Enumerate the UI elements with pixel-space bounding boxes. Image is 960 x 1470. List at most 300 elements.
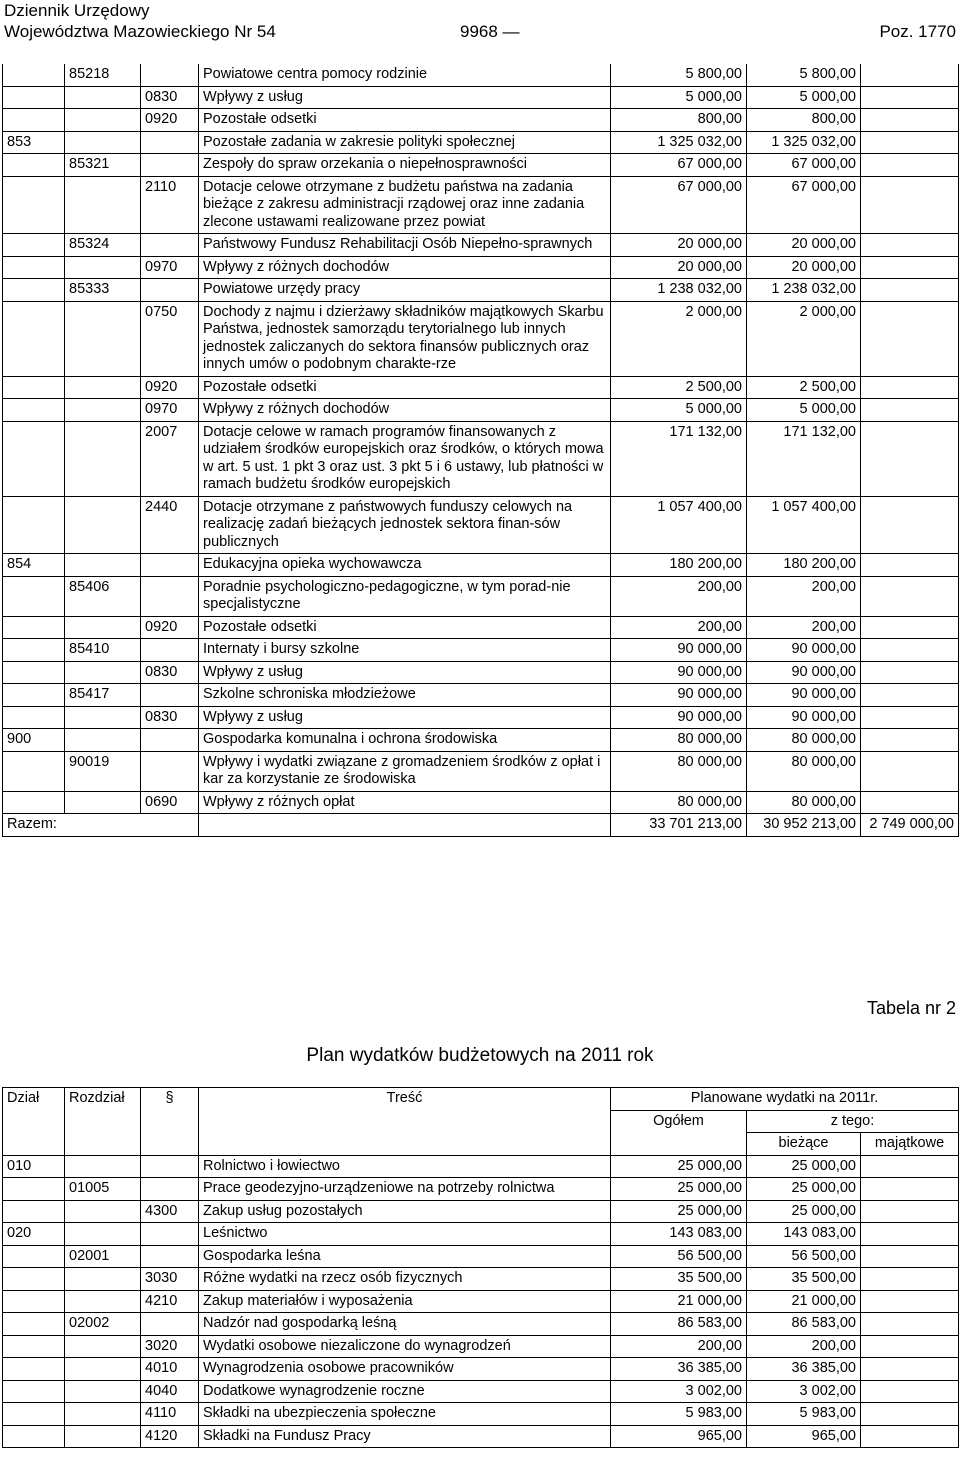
cell-biezace: 200,00 [747,576,861,616]
cell-majatkowe [861,1425,959,1448]
cell-dzial: 900 [3,729,65,752]
table-row [3,1313,959,1336]
cell-tresc: Edukacyjna opieka wychowawcza [199,554,611,577]
table-row [3,791,959,814]
cell-dzial [3,1200,65,1223]
cell-tresc: Internaty i bursy szkolne [199,639,611,662]
cell-ogolem: 86 583,00 [611,1313,747,1336]
table-row [3,1290,959,1313]
cell-rozdzial: 01005 [65,1178,141,1201]
cell-ogolem: 20 000,00 [611,256,747,279]
cell-paragraf: 2110 [141,176,199,234]
cell-dzial [3,616,65,639]
table-row [3,729,959,752]
cell-ogolem: 80 000,00 [611,791,747,814]
header-majatkowe: majątkowe [861,1133,959,1156]
cell-tresc: Składki na ubezpieczenia społeczne [199,1403,611,1426]
cell-majatkowe [861,1223,959,1246]
cell-rozdzial [65,1425,141,1448]
cell-ogolem: 180 200,00 [611,554,747,577]
table-row [3,154,959,177]
cell-biezace: 5 800,00 [747,64,861,86]
cell-majatkowe [861,1200,959,1223]
cell-dzial [3,1403,65,1426]
cell-majatkowe [861,301,959,376]
cell-biezace: 80 000,00 [747,729,861,752]
cell-ogolem: 5 800,00 [611,64,747,86]
header-planowane: Planowane wydatki na 2011r. [611,1088,959,1111]
cell-rozdzial [65,616,141,639]
cell-rozdzial [65,706,141,729]
cell-rozdzial [65,131,141,154]
cell-rozdzial: 02002 [65,1313,141,1336]
cell-dzial [3,1290,65,1313]
table-row [3,1403,959,1426]
cell-dzial [3,301,65,376]
cell-ogolem: 80 000,00 [611,729,747,752]
table-row [3,576,959,616]
table-row [3,279,959,302]
cell-tresc: Szkolne schroniska młodzieżowe [199,684,611,707]
cell-ogolem: 80 000,00 [611,751,747,791]
cell-rozdzial [65,729,141,752]
cell-tresc: Wpływy z różnych dochodów [199,256,611,279]
cell-paragraf [141,684,199,707]
cell-tresc: Leśnictwo [199,1223,611,1246]
cell-tresc: Dotacje celowe w ramach programów finansowanych z udziałem środków europejskich oraz środków, o których mowa w art. 5 ust. 1 pkt 3 oraz ust. 3 pkt 5 i 6 ustawy, lub płatności w ramach budżetu środków europejskich [199,421,611,496]
cell-ogolem: 800,00 [611,109,747,132]
cell-majatkowe [861,554,959,577]
page-header [4,0,956,44]
table-row [3,496,959,554]
total-label: Razem: [3,814,199,837]
expenditure-table [2,1087,959,1448]
cell-dzial [3,1313,65,1336]
cell-ogolem: 25 000,00 [611,1200,747,1223]
cell-paragraf: 4010 [141,1358,199,1381]
cell-rozdzial [65,1200,141,1223]
table-row [3,751,959,791]
cell-biezace: 20 000,00 [747,256,861,279]
table-row [3,421,959,496]
cell-majatkowe [861,1313,959,1336]
cell-dzial [3,176,65,234]
cell-biezace: 800,00 [747,109,861,132]
cell-tresc: Zakup usług pozostałych [199,1200,611,1223]
cell-majatkowe [861,376,959,399]
cell-rozdzial [65,1223,141,1246]
position-number: Poz. 1770 [879,22,956,41]
cell-rozdzial: 02001 [65,1245,141,1268]
cell-dzial: 020 [3,1223,65,1246]
cell-paragraf: 2007 [141,421,199,496]
cell-rozdzial [65,301,141,376]
cell-ogolem: 25 000,00 [611,1178,747,1201]
cell-paragraf: 0690 [141,791,199,814]
cell-biezace: 3 002,00 [747,1380,861,1403]
cell-paragraf [141,234,199,257]
table-row [3,684,959,707]
table-row [3,661,959,684]
cell-tresc: Pozostałe zadania w zakresie polityki społecznej [199,131,611,154]
cell-rozdzial [65,176,141,234]
total-tresc [199,814,611,837]
cell-ogolem: 1 057 400,00 [611,496,747,554]
cell-biezace: 67 000,00 [747,154,861,177]
cell-biezace: 1 057 400,00 [747,496,861,554]
cell-biezace: 2 500,00 [747,376,861,399]
cell-majatkowe [861,154,959,177]
cell-dzial [3,1380,65,1403]
cell-tresc: Gospodarka komunalna i ochrona środowiska [199,729,611,752]
cell-rozdzial [65,661,141,684]
cell-majatkowe [861,706,959,729]
cell-ogolem: 5 983,00 [611,1403,747,1426]
cell-rozdzial: 85324 [65,234,141,257]
cell-majatkowe [861,576,959,616]
table-row [3,256,959,279]
table-row [3,616,959,639]
cell-paragraf [141,751,199,791]
cell-dzial [3,1268,65,1291]
cell-rozdzial [65,496,141,554]
table-row [3,554,959,577]
header-ogolem: Ogółem [611,1110,747,1155]
cell-tresc: Wpływy z różnych opłat [199,791,611,814]
cell-majatkowe [861,399,959,422]
cell-rozdzial [65,421,141,496]
cell-majatkowe [861,616,959,639]
cell-tresc: Powiatowe urzędy pracy [199,279,611,302]
cell-paragraf [141,64,199,86]
cell-tresc: Dotacje otrzymane z państwowych funduszy celowych na realizację zadań bieżących jednostek sektora finan-sów publicznych [199,496,611,554]
cell-biezace: 965,00 [747,1425,861,1448]
cell-ogolem: 143 083,00 [611,1223,747,1246]
cell-biezace: 90 000,00 [747,684,861,707]
cell-ogolem: 3 002,00 [611,1380,747,1403]
cell-tresc: Wpływy z usług [199,706,611,729]
cell-rozdzial [65,1155,141,1178]
cell-rozdzial: 90019 [65,751,141,791]
cell-paragraf: 4300 [141,1200,199,1223]
cell-paragraf [141,1223,199,1246]
cell-biezace: 5 000,00 [747,399,861,422]
cell-majatkowe [861,86,959,109]
header-paragraf: § [141,1088,199,1156]
cell-majatkowe [861,661,959,684]
cell-biezace: 56 500,00 [747,1245,861,1268]
cell-majatkowe [861,684,959,707]
cell-paragraf: 0920 [141,616,199,639]
cell-majatkowe [861,791,959,814]
header-rozdzial: Rozdział [65,1088,141,1156]
cell-majatkowe [861,109,959,132]
total-biezace: 30 952 213,00 [747,814,861,837]
cell-dzial [3,751,65,791]
journal-subtitle: Województwa Mazowieckiego Nr 54 [4,22,276,41]
cell-biezace: 143 083,00 [747,1223,861,1246]
cell-ogolem: 5 000,00 [611,399,747,422]
cell-majatkowe [861,131,959,154]
cell-dzial [3,1358,65,1381]
cell-ogolem: 965,00 [611,1425,747,1448]
header-z-tego: z tego: [747,1110,959,1133]
table-number-label: Tabela nr 2 [866,998,956,1018]
cell-biezace: 5 983,00 [747,1403,861,1426]
cell-biezace: 67 000,00 [747,176,861,234]
cell-majatkowe [861,234,959,257]
cell-ogolem: 200,00 [611,576,747,616]
cell-rozdzial [65,109,141,132]
cell-tresc: Wpływy z usług [199,661,611,684]
cell-biezace: 5 000,00 [747,86,861,109]
cell-tresc: Składki na Fundusz Pracy [199,1425,611,1448]
cell-rozdzial [65,1358,141,1381]
cell-ogolem: 1 325 032,00 [611,131,747,154]
cell-tresc: Pozostałe odsetki [199,109,611,132]
cell-tresc: Dotacje celowe otrzymane z budżetu państwa na zadania bieżące z zakresu administracji rządowej oraz inne zadania zlecone ustawami realizowane przez powiat [199,176,611,234]
cell-paragraf [141,729,199,752]
cell-biezace: 21 000,00 [747,1290,861,1313]
cell-dzial [3,576,65,616]
cell-tresc: Wpływy z różnych dochodów [199,399,611,422]
table-row [3,376,959,399]
cell-paragraf [141,576,199,616]
cell-dzial: 010 [3,1155,65,1178]
cell-majatkowe [861,639,959,662]
cell-rozdzial [65,1380,141,1403]
table-row [3,1245,959,1268]
cell-ogolem: 200,00 [611,1335,747,1358]
cell-tresc: Dochody z najmu i dzierżawy składników majątkowych Skarbu Państwa, jednostek samorządu terytorialnego lub innych jednostek zaliczanych do sektora finansów publicznych oraz innych umów o podobnym charakte-rze [199,301,611,376]
cell-dzial [3,496,65,554]
cell-paragraf [141,1313,199,1336]
cell-majatkowe [861,496,959,554]
cell-majatkowe [861,176,959,234]
cell-tresc: Wpływy i wydatki związane z gromadzeniem środków z opłat i kar za korzystanie ze środowiska [199,751,611,791]
table-row [3,131,959,154]
cell-majatkowe [861,1178,959,1201]
table-row [3,1155,959,1178]
cell-dzial [3,706,65,729]
cell-biezace: 171 132,00 [747,421,861,496]
cell-dzial [3,684,65,707]
cell-paragraf [141,279,199,302]
cell-paragraf [141,554,199,577]
cell-tresc: Poradnie psychologiczno-pedagogiczne, w tym porad-nie specjalistyczne [199,576,611,616]
document-title: Plan wydatków budżetowych na 2011 rok [306,1045,654,1066]
cell-ogolem: 171 132,00 [611,421,747,496]
table-row [3,1178,959,1201]
cell-tresc: Rolnictwo i łowiectwo [199,1155,611,1178]
cell-majatkowe [861,1268,959,1291]
cell-ogolem: 21 000,00 [611,1290,747,1313]
cell-dzial [3,1335,65,1358]
total-row [3,814,959,837]
cell-rozdzial [65,554,141,577]
cell-ogolem: 2 000,00 [611,301,747,376]
cell-paragraf: 0920 [141,376,199,399]
cell-biezace: 35 500,00 [747,1268,861,1291]
cell-tresc: Państwowy Fundusz Rehabilitacji Osób Niepełno-sprawnych [199,234,611,257]
cell-rozdzial [65,256,141,279]
cell-rozdzial: 85406 [65,576,141,616]
cell-rozdzial [65,399,141,422]
cell-ogolem: 1 238 032,00 [611,279,747,302]
cell-biezace: 86 583,00 [747,1313,861,1336]
cell-ogolem: 67 000,00 [611,176,747,234]
cell-paragraf: 0750 [141,301,199,376]
header-tresc: Treść [199,1088,611,1156]
cell-dzial [3,279,65,302]
cell-majatkowe [861,64,959,86]
cell-biezace: 200,00 [747,616,861,639]
total-ogolem: 33 701 213,00 [611,814,747,837]
income-table [2,64,959,837]
cell-biezace: 90 000,00 [747,661,861,684]
cell-ogolem: 90 000,00 [611,684,747,707]
cell-rozdzial: 85333 [65,279,141,302]
cell-tresc: Nadzór nad gospodarką leśną [199,1313,611,1336]
cell-paragraf [141,1155,199,1178]
cell-biezace: 180 200,00 [747,554,861,577]
cell-dzial: 854 [3,554,65,577]
total-majatkowe: 2 749 000,00 [861,814,959,837]
cell-tresc: Prace geodezyjno-urządzeniowe na potrzeby rolnictwa [199,1178,611,1201]
cell-paragraf: 0970 [141,256,199,279]
cell-dzial [3,791,65,814]
table-row [3,639,959,662]
cell-biezace: 25 000,00 [747,1178,861,1201]
cell-majatkowe [861,1380,959,1403]
cell-tresc: Zakup materiałów i wyposażenia [199,1290,611,1313]
cell-majatkowe [861,751,959,791]
cell-majatkowe [861,256,959,279]
cell-paragraf [141,1245,199,1268]
cell-ogolem: 90 000,00 [611,639,747,662]
cell-paragraf: 2440 [141,496,199,554]
cell-tresc: Wydatki osobowe niezaliczone do wynagrodzeń [199,1335,611,1358]
cell-dzial [3,234,65,257]
cell-majatkowe [861,1335,959,1358]
cell-biezace: 90 000,00 [747,639,861,662]
cell-biezace: 90 000,00 [747,706,861,729]
cell-ogolem: 2 500,00 [611,376,747,399]
table-row [3,1268,959,1291]
cell-rozdzial [65,1268,141,1291]
cell-ogolem: 90 000,00 [611,706,747,729]
cell-biezace: 1 238 032,00 [747,279,861,302]
table-row [3,86,959,109]
table-row [3,301,959,376]
cell-tresc: Pozostałe odsetki [199,376,611,399]
cell-tresc: Powiatowe centra pomocy rodzinie [199,64,611,86]
cell-dzial [3,1425,65,1448]
table-row [3,1358,959,1381]
cell-tresc: Wpływy z usług [199,86,611,109]
cell-biezace: 25 000,00 [747,1200,861,1223]
cell-paragraf: 0920 [141,109,199,132]
cell-majatkowe [861,1245,959,1268]
table-row [3,234,959,257]
cell-dzial [3,399,65,422]
cell-tresc: Różne wydatki na rzecz osób fizycznych [199,1268,611,1291]
cell-majatkowe [861,1358,959,1381]
cell-paragraf [141,131,199,154]
cell-paragraf [141,154,199,177]
table-row [3,399,959,422]
table-row [3,1200,959,1223]
cell-biezace: 2 000,00 [747,301,861,376]
cell-paragraf: 0830 [141,86,199,109]
page-number: 9968 — [460,22,520,41]
cell-tresc: Wynagrodzenia osobowe pracowników [199,1358,611,1381]
cell-dzial [3,154,65,177]
cell-biezace: 20 000,00 [747,234,861,257]
cell-ogolem: 200,00 [611,616,747,639]
cell-ogolem: 56 500,00 [611,1245,747,1268]
cell-paragraf: 0970 [141,399,199,422]
cell-rozdzial [65,376,141,399]
cell-rozdzial [65,86,141,109]
header-biezace: bieżące [747,1133,861,1156]
cell-biezace: 80 000,00 [747,791,861,814]
cell-majatkowe [861,1290,959,1313]
cell-rozdzial [65,791,141,814]
cell-dzial [3,86,65,109]
cell-dzial [3,1245,65,1268]
cell-ogolem: 5 000,00 [611,86,747,109]
table-row [3,706,959,729]
cell-paragraf: 4120 [141,1425,199,1448]
cell-paragraf: 3020 [141,1335,199,1358]
cell-ogolem: 67 000,00 [611,154,747,177]
cell-dzial [3,64,65,86]
cell-dzial [3,1178,65,1201]
cell-tresc: Gospodarka leśna [199,1245,611,1268]
cell-dzial: 853 [3,131,65,154]
cell-paragraf [141,1178,199,1201]
cell-majatkowe [861,1155,959,1178]
cell-rozdzial: 85218 [65,64,141,86]
cell-dzial [3,661,65,684]
cell-tresc: Zespoły do spraw orzekania o niepełnosprawności [199,154,611,177]
journal-title: Dziennik Urzędowy [4,1,150,20]
cell-majatkowe [861,279,959,302]
table-row [3,1425,959,1448]
cell-ogolem: 90 000,00 [611,661,747,684]
cell-dzial [3,421,65,496]
cell-paragraf: 4110 [141,1403,199,1426]
cell-paragraf: 0830 [141,706,199,729]
cell-rozdzial: 85321 [65,154,141,177]
cell-ogolem: 35 500,00 [611,1268,747,1291]
cell-dzial [3,109,65,132]
cell-biezace: 80 000,00 [747,751,861,791]
cell-paragraf: 3030 [141,1268,199,1291]
table-row [3,1335,959,1358]
cell-rozdzial [65,1290,141,1313]
cell-dzial [3,256,65,279]
table-row [3,1223,959,1246]
table-row [3,176,959,234]
table-row [3,1380,959,1403]
cell-ogolem: 25 000,00 [611,1155,747,1178]
cell-paragraf: 4040 [141,1380,199,1403]
cell-biezace: 200,00 [747,1335,861,1358]
cell-paragraf: 0830 [141,661,199,684]
cell-majatkowe [861,729,959,752]
